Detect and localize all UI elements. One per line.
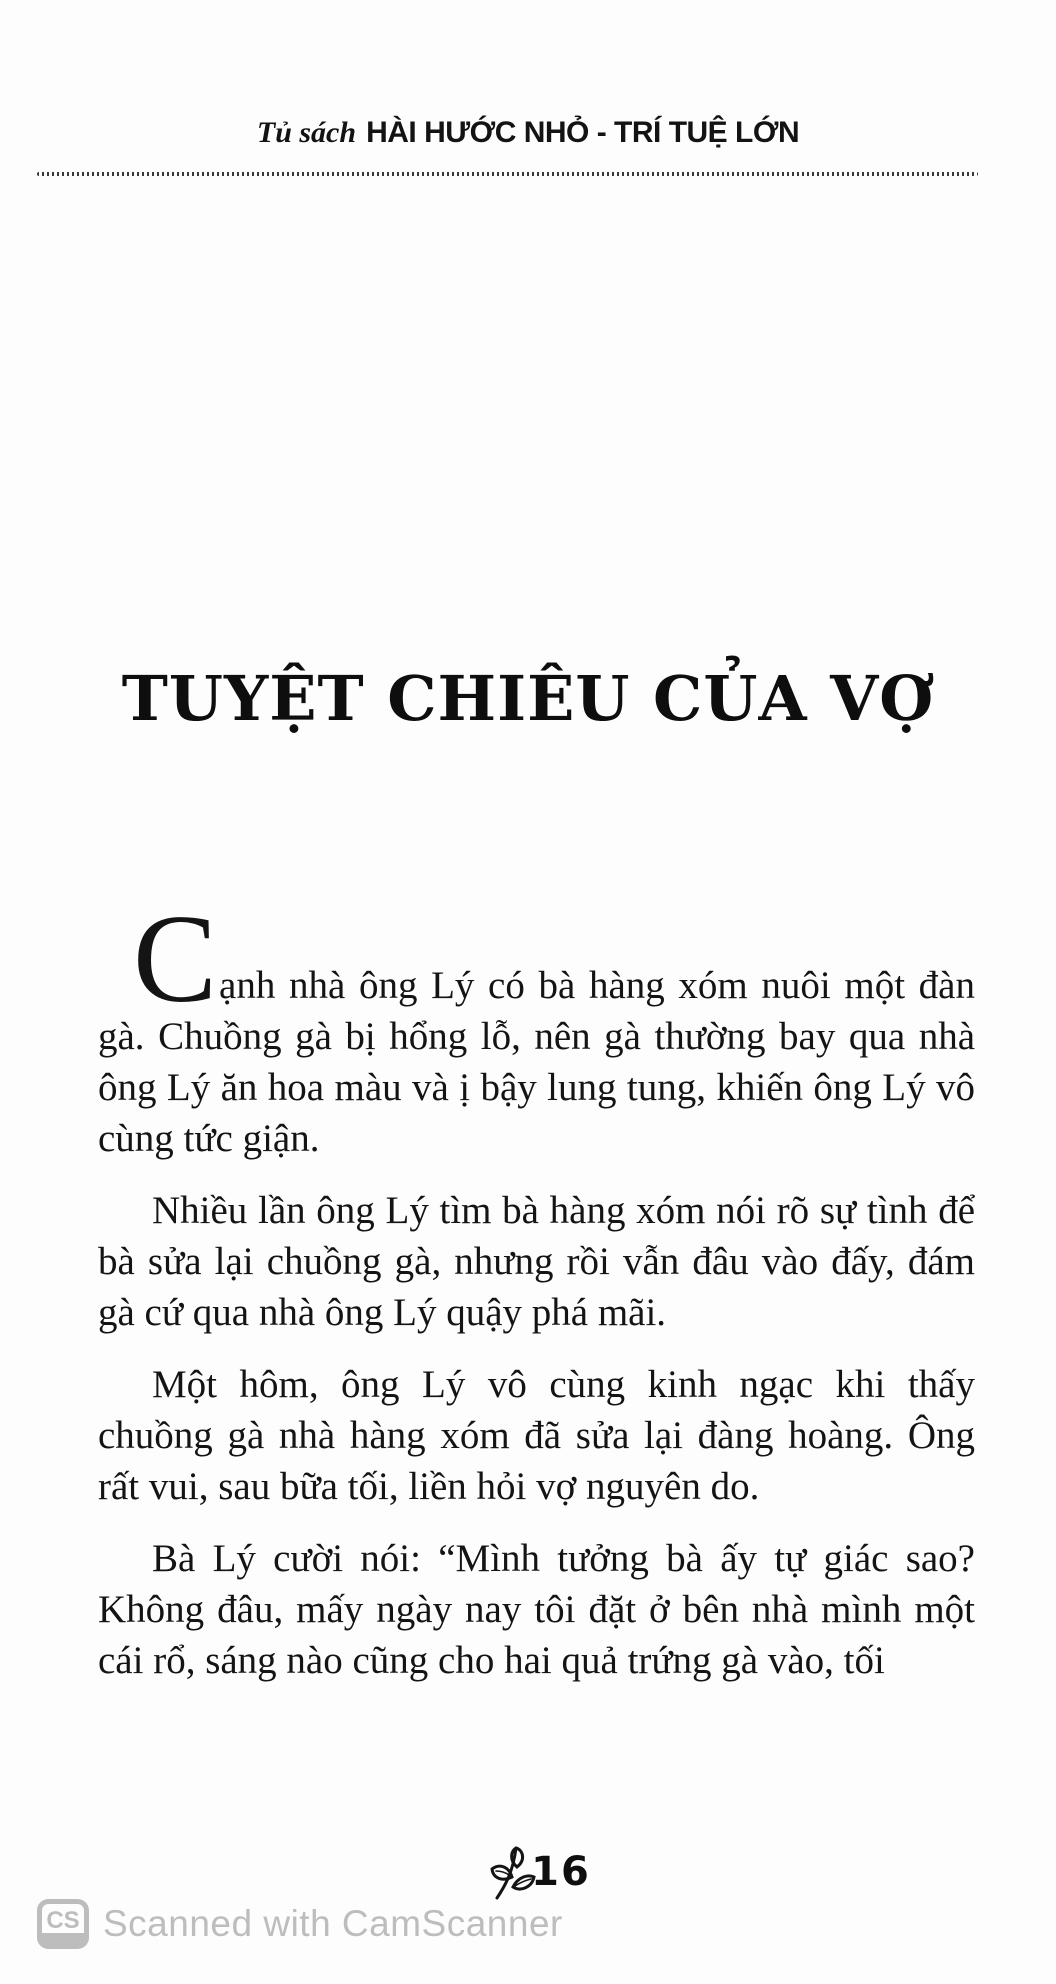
series-prefix: Tủ sách bbox=[256, 116, 357, 149]
camscanner-watermark bbox=[37, 1896, 563, 1952]
camscanner-logo-text: CS bbox=[46, 1907, 80, 1934]
leaf-sprig-icon bbox=[485, 1836, 537, 1900]
paragraph-4: Bà Lý cười nói: “Mình tưởng bà ấy tự giác sao? Không đâu, mấy ngày nay tôi đặt ở bên nhà mình một cái rổ, sáng nào cũng cho hai quả trứng gà vào, tối bbox=[98, 1537, 975, 1682]
drop-cap: C bbox=[133, 890, 220, 1029]
paragraph-1-text: ạnh nhà ông Lý có bà hàng xóm nuôi một đàn gà. Chuồng gà bị hổng lỗ, nên gà thường bay qua nhà ông Lý ăn hoa màu và ị bậy lung tung, khiến ông Lý vô cùng tức giận. bbox=[98, 964, 975, 1160]
camscanner-logo-icon bbox=[37, 1899, 89, 1949]
series-title: HÀI HƯỚC NHỎ - TRÍ TUỆ LỚN bbox=[366, 116, 800, 149]
header-rule bbox=[37, 172, 978, 176]
chapter-title: TUYỆT CHIÊU CỦA VỢ bbox=[121, 662, 935, 735]
watermark-label: Scanned with CamScanner bbox=[103, 1903, 563, 1944]
paragraph-2: Nhiều lần ông Lý tìm bà hàng xóm nói rõ sự tình để bà sửa lại chuồng gà, nhưng rồi vẫn đâu vào đấy, đám gà cứ qua nhà ông Lý quậy phá mãi. bbox=[98, 1189, 975, 1334]
running-header bbox=[0, 116, 1056, 150]
page-number: 16 bbox=[531, 1849, 591, 1895]
paragraph-1 bbox=[98, 890, 975, 1164]
page-footer bbox=[10, 1836, 1056, 1900]
story-body bbox=[98, 890, 975, 1707]
paragraph-3: Một hôm, ông Lý vô cùng kinh ngạc khi thấy chuồng gà nhà hàng xóm đã sửa lại đàng hoàng. Ông rất vui, sau bữa tối, liền hỏi vợ nguyên do. bbox=[98, 1363, 975, 1508]
